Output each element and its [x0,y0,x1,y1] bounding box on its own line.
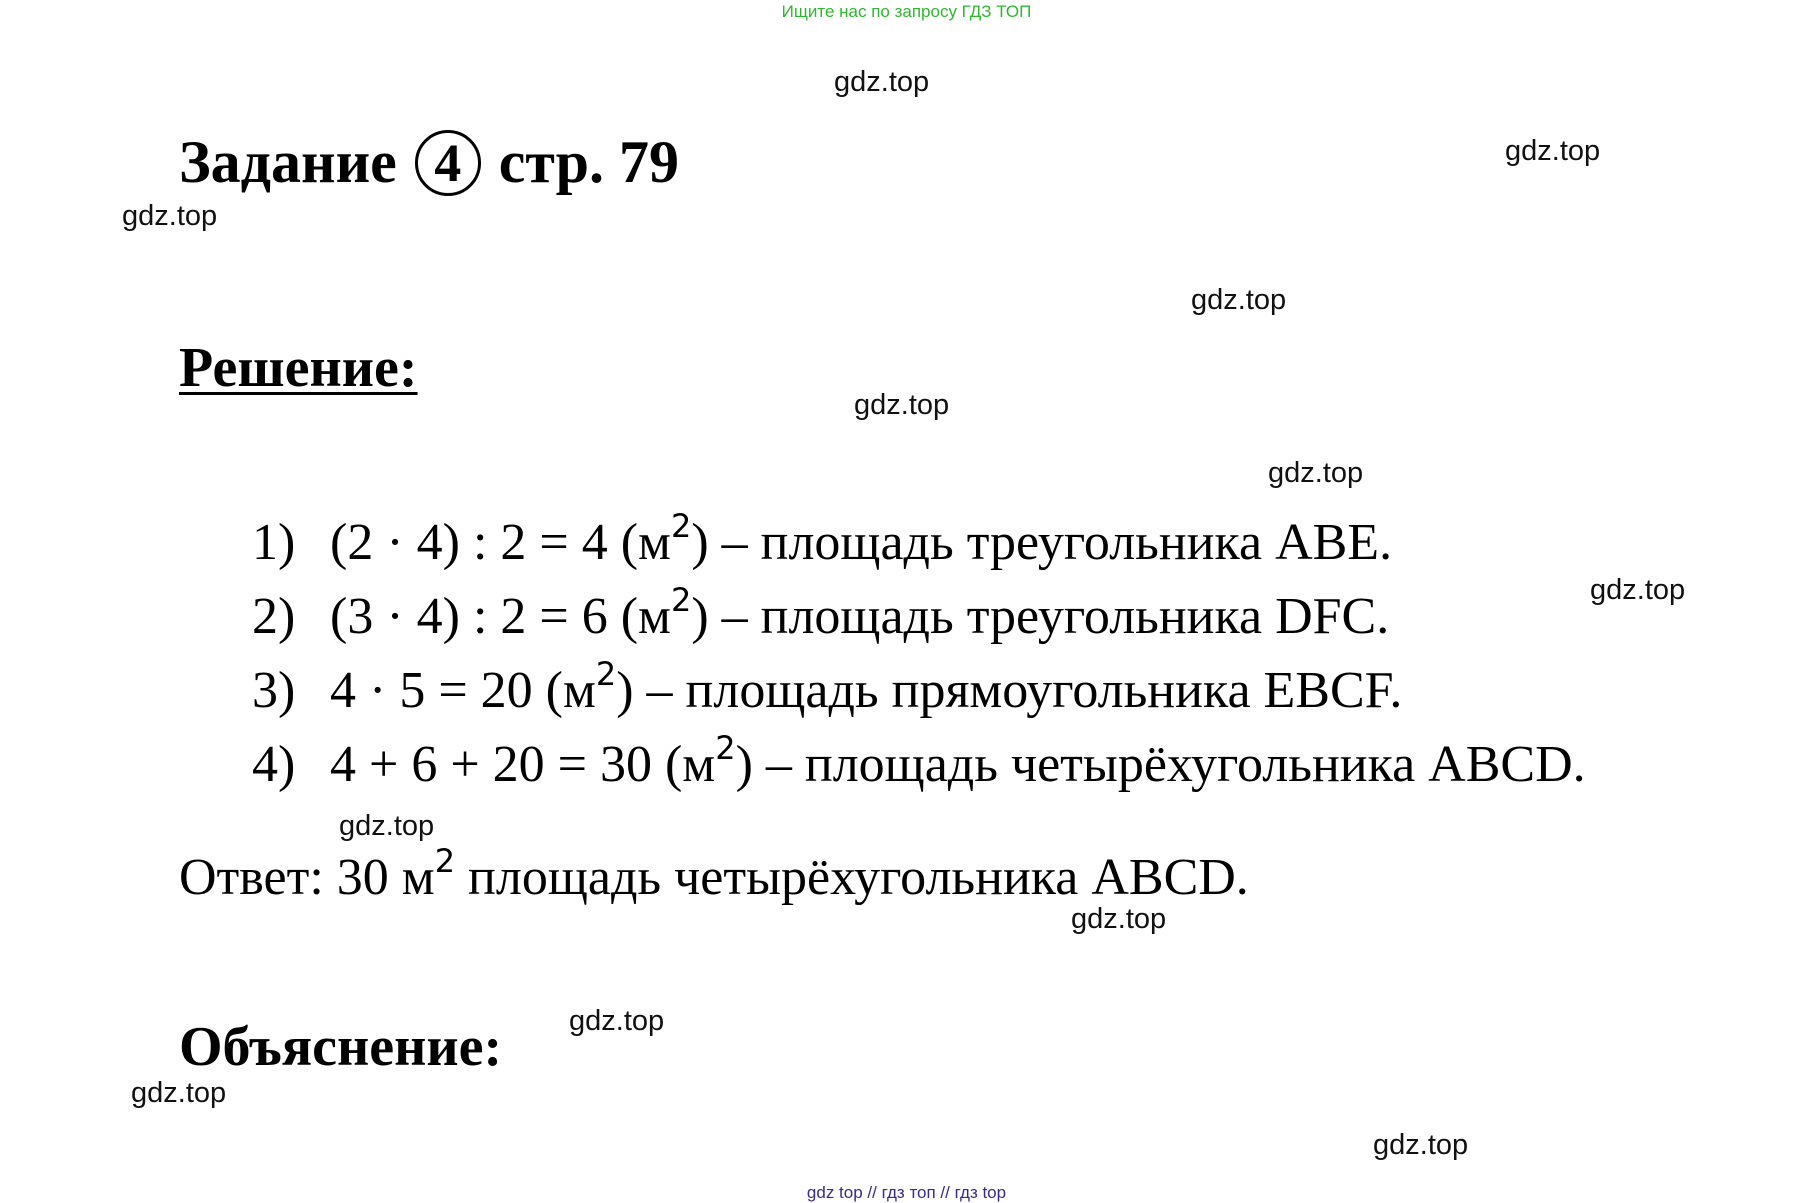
watermark: gdz.top [1071,903,1167,935]
solution-title: Решение: [179,337,418,399]
step-number: 3) [252,662,296,719]
watermark: gdz.top [1590,574,1686,606]
solution-step [252,729,1586,794]
footer-links[interactable]: gdz top // гдз топ // гдз top [806,1183,1007,1202]
watermark: gdz.top [1373,1129,1469,1161]
watermark: gdz.top [339,810,435,842]
solution-step [252,581,1390,646]
step-text: 4 · 5 = 20 $(м^2)$ – площадь прямоугольника EBCF. [330,655,1403,719]
watermark: gdz.top [131,1077,227,1109]
watermark: gdz.top [569,1005,665,1037]
task-number-circle: 4 [415,130,481,196]
watermark: gdz.top [1268,457,1364,489]
task-heading [179,128,679,197]
step-number: 2) [252,588,296,645]
solution-step [252,655,1403,720]
step-number: 1) [252,514,296,571]
step-text: (3 · 4) : 2 = 6 $(м^2)$ – площадь треугольника DFC. [330,581,1390,645]
watermark: gdz.top [1191,284,1287,316]
watermark: gdz.top [854,389,950,421]
solution-step [252,507,1393,572]
task-page: стр. 79 [498,129,680,195]
task-prefix: Задание [179,129,397,195]
explanation-title: Объяснение: [179,1016,503,1078]
watermark: gdz.top [1505,135,1601,167]
step-text: 4 + 6 + 20 = 30 $(м^2)$ – площадь четырёхугольника ABCD. [330,729,1586,793]
watermark: gdz.top [834,66,930,98]
top-banner[interactable]: Ищите нас по запросу ГДЗ ТОП [781,2,1032,21]
step-text: (2 · 4) : 2 = 4 $(м^2)$ – площадь треугольника ABE. [330,507,1393,571]
step-number: 4) [252,736,296,793]
answer-line: Ответ: 30 $м^2$ площадь четырёхугольника ABCD. [179,842,1249,906]
watermark: gdz.top [122,200,218,232]
